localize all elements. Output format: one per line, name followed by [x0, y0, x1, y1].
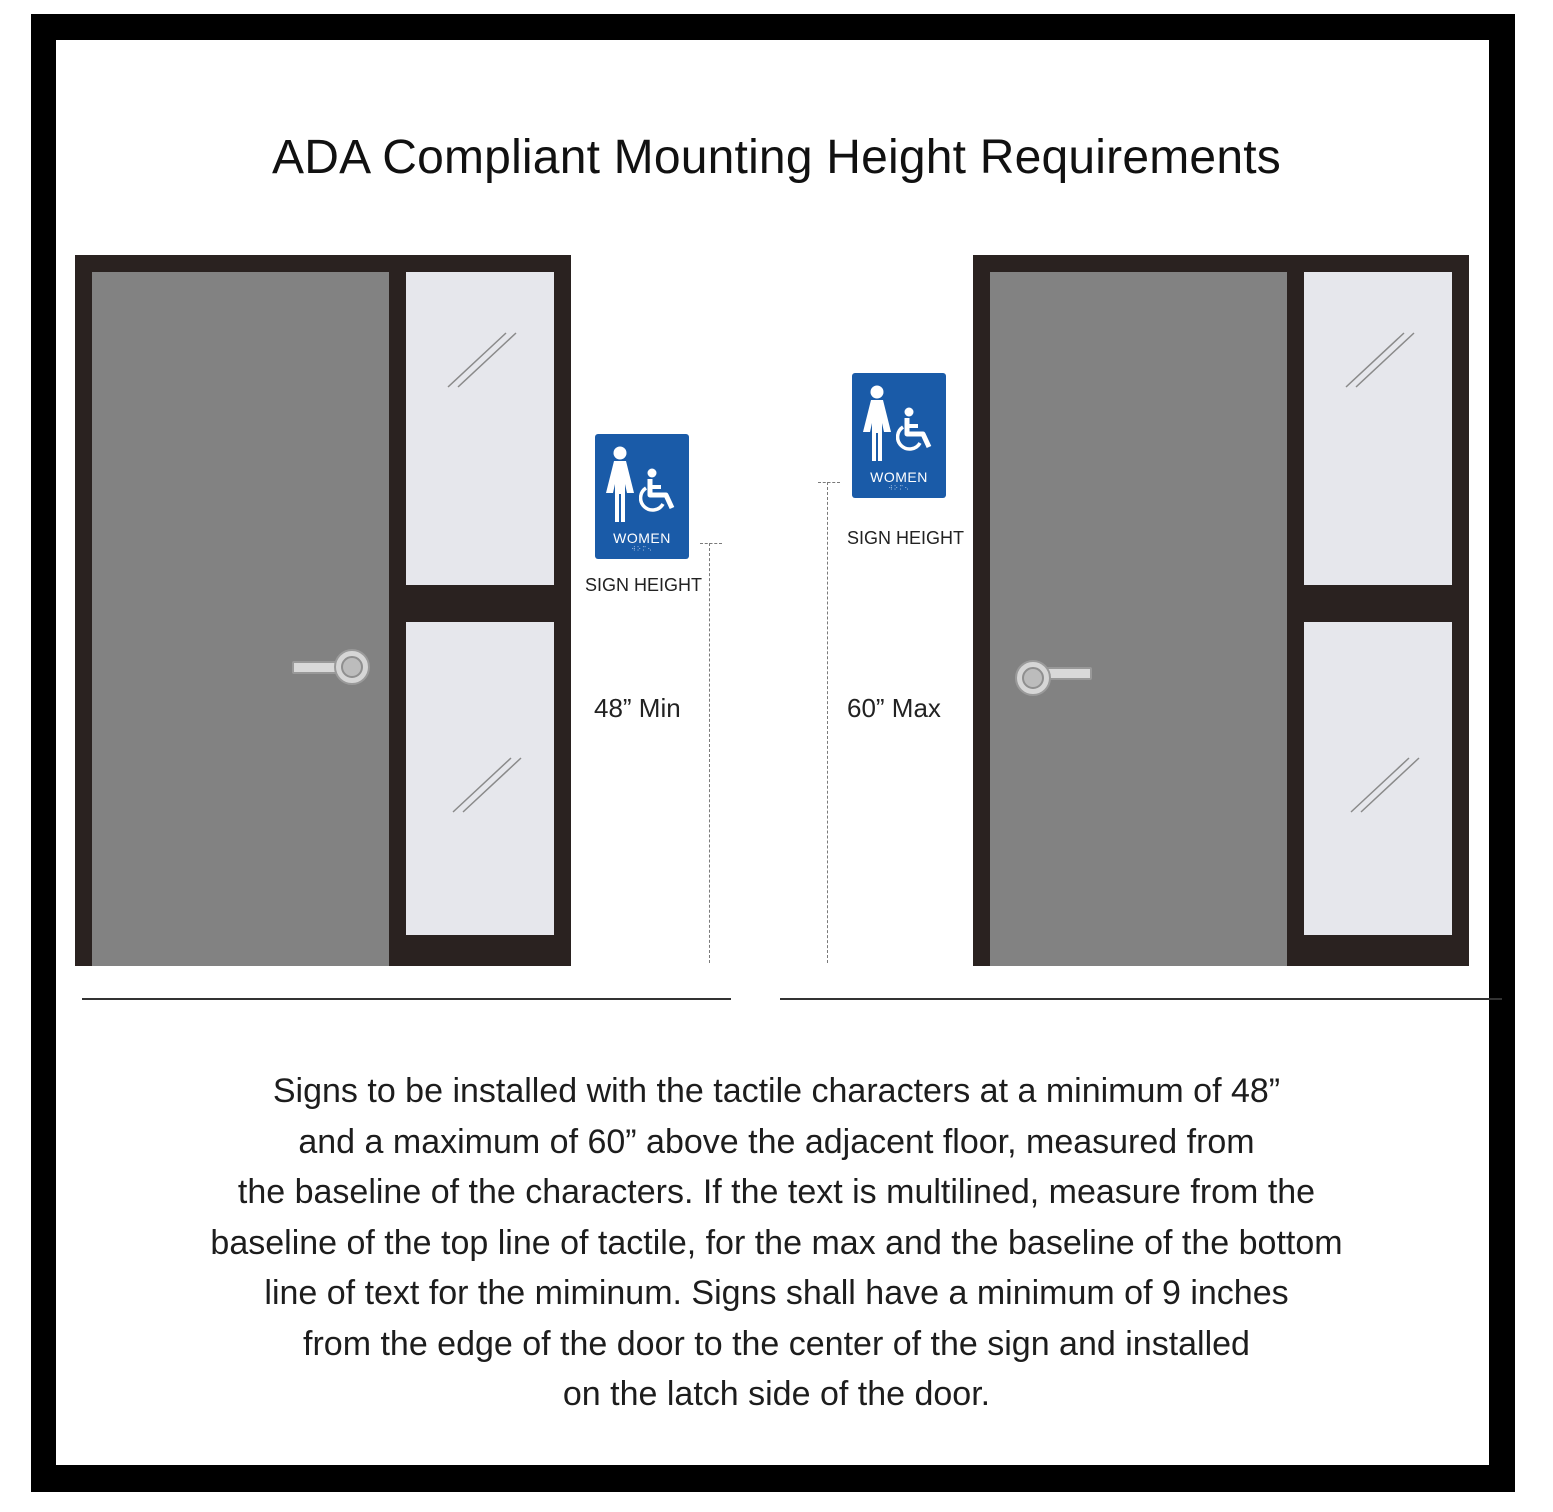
right-restroom-sign	[852, 373, 946, 498]
right-glass-glare-lower	[1343, 750, 1423, 815]
right-sign-height-caption: SIGN HEIGHT	[847, 528, 965, 548]
right-door-slab	[990, 272, 1287, 966]
left-sign-label: WOMEN	[613, 530, 671, 546]
woman-icon	[860, 385, 894, 463]
right-floor-line	[780, 998, 1502, 1000]
left-glass-glare-upper	[440, 325, 520, 390]
left-door-slab	[92, 272, 389, 966]
right-sidelight-upper	[1304, 272, 1452, 585]
right-glass-glare-upper	[1338, 325, 1418, 390]
left-glass-glare-lower	[445, 750, 525, 815]
description-line: and a maximum of 60” above the adjacent floor, measured from	[298, 1122, 1255, 1161]
left-door-handle-knob	[341, 656, 363, 678]
woman-icon	[603, 446, 637, 524]
left-sidelight-upper	[406, 272, 554, 585]
left-restroom-sign	[595, 434, 689, 559]
description-line: baseline of the top line of tactile, for the max and the baseline of the bottom	[210, 1223, 1343, 1262]
right-sign-braille: ⠺⠕⠍⠢	[888, 486, 910, 492]
left-sign-braille: ⠺⠕⠍⠢	[631, 547, 653, 553]
description-line: on the latch side of the door.	[562, 1375, 991, 1413]
requirements-description	[60, 1066, 1493, 1420]
description-line: Signs to be installed with the tactile characters at a minimum of 48”	[272, 1072, 1281, 1110]
description-line: line of text for the miminum. Signs shall have a minimum of 9 inches	[264, 1274, 1289, 1312]
right-height-tick	[818, 482, 840, 483]
left-height-tick	[700, 543, 722, 544]
description-line: from the edge of the door to the center of the sign and installed	[303, 1324, 1250, 1363]
wheelchair-icon	[639, 468, 681, 514]
right-sign-label: WOMEN	[870, 469, 928, 485]
description-line: the baseline of the characters. If the text is multilined, measure from the	[237, 1173, 1316, 1211]
left-sign-height-caption: SIGN HEIGHT	[585, 575, 703, 595]
wheelchair-icon	[896, 407, 938, 453]
right-height-dimension-line	[827, 482, 828, 963]
left-floor-line	[82, 998, 731, 1000]
left-height-dimension-line	[709, 543, 710, 963]
page-title: ADA Compliant Mounting Height Requirements	[272, 131, 1281, 184]
right-door-handle-knob	[1022, 667, 1044, 689]
right-measurement-label: 60” Max	[847, 693, 941, 723]
left-measurement-label: 48” Min	[594, 693, 681, 723]
